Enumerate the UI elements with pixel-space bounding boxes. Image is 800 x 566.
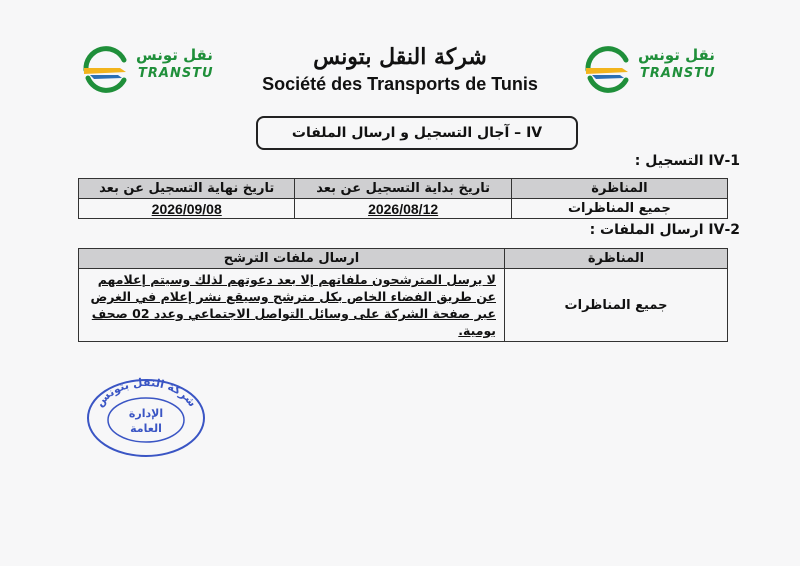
competition-cell: جميع المناظرات [511,199,727,219]
section-title-box [256,116,578,150]
logo-latin-text: TRANSTU [138,66,214,81]
stamp-inner-text-2: العامة [130,422,162,435]
start-date-cell: 2026/08/12 [295,199,511,219]
stamp-outer-text: شركة النقل بتونس [93,376,199,410]
section-title: IV – آجال التسجيل و ارسال الملفات [291,125,543,141]
company-name-arabic: شركة النقل بتونس [313,44,487,70]
stamp-seal-icon [84,376,208,458]
files-heading: 2-IV ارسال الملفات : [589,222,740,238]
table-row [79,269,728,342]
logo-arabic-text: نقل تونس [638,46,715,64]
table-header-cell: ارسال ملفات الترشح [79,249,505,269]
files-table [78,248,728,342]
competition-cell: جميع المناظرات [505,269,728,342]
company-name-french: Société des Transports de Tunis [262,74,538,94]
logo-latin-text: TRANSTU [640,66,716,81]
transtu-emblem-icon [582,44,634,96]
transtu-emblem-icon [80,44,132,96]
table-header-cell: تاريخ بداية التسجيل عن بعد [295,179,511,199]
transtu-logo-left [80,44,220,96]
registration-table [78,178,728,219]
table-row [79,199,728,219]
files-instructions-cell: لا يرسل المترشحون ملفاتهم إلا بعد دعوتهم لذلك وسيتم إعلامهم عن طريق الفضاء الخاص بكل مترشح وسيقع نشر إعلام في الغرض عبر صفحة الشركة على وسائل التواصل الاجتماعي وعدد 02 صحف يومية. [79,269,505,342]
transtu-logo-right [582,44,722,96]
registration-heading: 1-IV التسجيل : [634,153,740,169]
svg-text:شركة النقل بتونس [93,376,199,409]
stamp-inner-text-1: الإدارة [128,407,164,420]
official-stamp [84,376,208,458]
end-date-cell: 2026/09/08 [79,199,295,219]
table-header-cell: المناظرة [505,249,728,269]
table-header-row [79,179,728,199]
logo-arabic-text: نقل تونس [136,46,213,64]
table-header-cell: تاريخ نهاية التسجيل عن بعد [79,179,295,199]
table-header-row [79,249,728,269]
table-header-cell: المناظرة [511,179,727,199]
